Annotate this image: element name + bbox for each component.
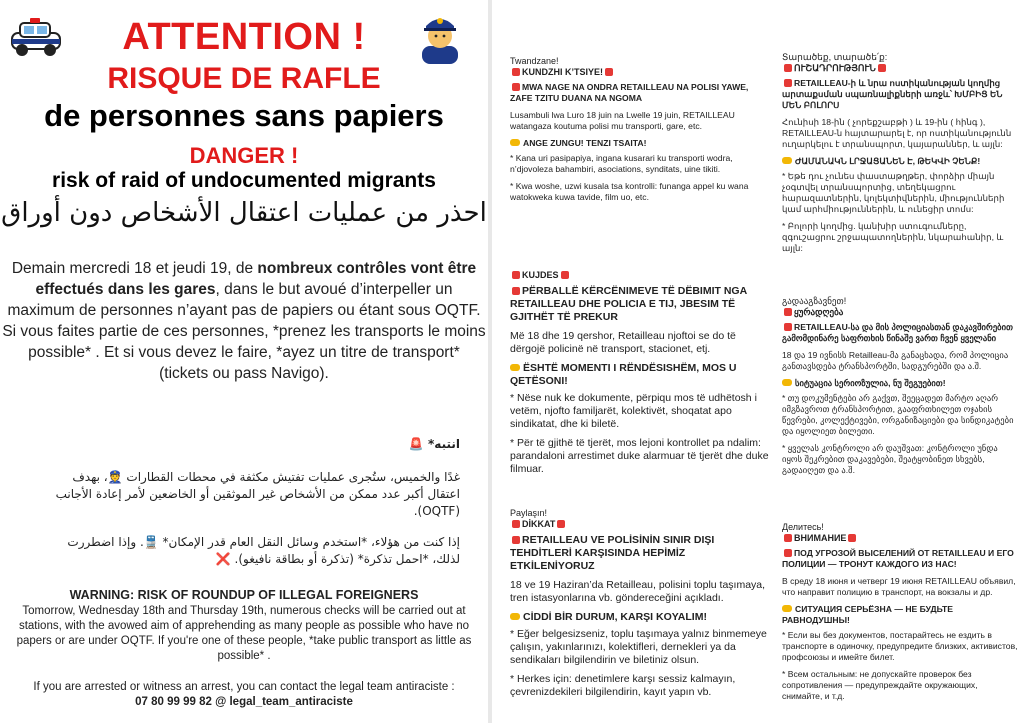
russian-b1: * Если вы без документов, постарайтесь не ездить в транспорте в одиночку, предупредите близких, активистов, профсоюзы и имейте билет. [782,630,1018,662]
armenian-b1: * Եթե դու չունես փաստաթղթեր, փորձիր միայն չօգտվել տրանսպորտից, տեղեկացրու հարազատներին, կոլեկտիվներին, միությունների կամ արհմիություններին, և ունեցիր տոմս: [782,171,1005,214]
pointing-hand-icon [782,157,792,164]
lingala-warn: MWA NAGE NA ONDRA RETAILLEAU NA POLISI YAWE, ZAFE TZITU DUANA NA NGOMA [510,82,749,103]
russian-sub: СИТУАЦИЯ СЕРЬЁЗНА — НЕ БУДЬТЕ РАВНОДУШНЫ! [782,604,953,625]
turkish-p1: 18 ve 19 Haziran’da Retailleau, polisini toplu taşımaya, tren istasyonlarına vb. göndereceğini açıkladı. [510,579,766,604]
lingala-b1: * Kana uri pasipapiya, ingana kusarari ku transporti wodra, n’djovoleza bahambiri, asociations, synditats, uine tikiti. [510,153,733,174]
pointing-hand-icon [782,605,792,612]
georgian-sub: სიტუაცია სერიოზულია, ნუ შეგუებით! [795,378,946,388]
exclamation-icon [784,79,792,87]
siren-icon [784,534,792,542]
russian-warn: ПОД УГРОЗОЙ ВЫСЕЛЕНИЙ ОТ RETAILLEAU И ЕГО ПОЛИЦИИ — ТРОНУТ КАЖДОГО ИЗ НАС! [782,548,1014,569]
russian-section [782,522,1018,720]
russian-label: Делитесь! [782,522,824,532]
turkish-b2: * Herkes için: denetimlere karşı sessiz kalmayın, çevrenizdekileri bilgilendirin, kayıt yapın vb. [510,673,736,698]
lingala-heading: KUNDZHI K’TSIYE! [522,67,603,77]
arabic-title: احذر من عمليات اعتقال الأشخاص دون أوراق [1,198,487,228]
albanian-warn: PËRBALLË KËRCËNIMEVE TË DËBIMIT NGA RETAILLEAU DHE POLICIA E TIJ, JBESIM TË GJITHËT TË PREKUR [510,285,747,323]
georgian-b1: * თუ დოკუმენტები არ გაქვთ, შეეცადეთ მარტო აღარ იმგზავროთ ტრანსპორტით, გააფრთხილეთ ოჯახის წევრები, კოლექტივები, ორგანიზაციები და სინდიკატები და იყოლიეთ ბილეთი. [782,393,1014,436]
sans-papiers-title: de personnes sans papiers [44,98,444,133]
english-warning [0,588,488,664]
warning-title: WARNING: RISK OF ROUNDUP OF ILLEGAL FOREIGNERS [69,588,419,602]
turkish-label: Paylaşın! [510,508,548,518]
turkish-section [510,508,772,720]
lingala-b2: * Kwa woshe, uzwi kusala tsa kontrolli: funanga appel ku wana watokweka kuwa tavide, film uo, etc. [510,181,749,202]
russian-p1: В среду 18 июня и четверг 19 июня RETAILLEAU объявил, что направит полицию в транспорт, на вокзалы и др. [782,576,1016,597]
french-poster [0,0,488,723]
turkish-warn: RETAILLEAU VE POLİSİNİN SINIR DIŞI TEHDİTLERİ KARŞISINDA HEPİMİZ ETKİLENİYORUZ [510,534,715,572]
arabic-attention-label: انتبه* 🚨 [408,437,460,451]
georgian-heading: ყურადღება [794,307,844,317]
warning-text: Tomorrow, Wednesday 18th and Thursday 19th, numerous checks will be carried out at stations, with the avowed aim of apprehending as many people as possible who have no papers or are under OQTF. If you're one of these people, *take public transport as little as possible* . [16,605,472,662]
georgian-section [782,296,1018,508]
siren-icon [605,68,613,76]
fr-text-1: Demain mercredi 18 et jeudi 19, de [11,260,254,277]
exclamation-icon [512,83,520,91]
attention-title: ATTENTION ! [122,16,366,58]
pointing-hand-icon [510,613,520,620]
exclamation-icon [784,549,792,557]
legal-contact [0,680,488,710]
pointing-hand-icon [510,139,520,146]
french-paragraph [2,258,486,384]
albanian-section [510,270,772,494]
siren-icon [561,271,569,279]
russian-b2: * Всем остальным: не допускайте проверок без сопротивления — предупреждайте окружающих, снимайте, и т.д. [782,669,978,701]
armenian-heading: ՈՒՇԱԴՐՈՒԹՅՈՒՆ [794,63,876,73]
siren-icon [784,64,792,72]
siren-icon [512,271,520,279]
contact-number: 07 80 99 99 82 @ legal_team_antiraciste [135,696,353,708]
siren-icon [512,520,520,528]
armenian-section [782,52,1018,264]
pointing-hand-icon [510,364,520,371]
turkish-b1: * Eğer belgesizseniz, toplu taşımaya yalnız binmemeye çalışın, yakınlarınızı, kolektifleri, dernekleri ya da sendikaları bilgilendirin ve biletiniz olsun. [510,628,767,666]
pointing-hand-icon [782,379,792,386]
exclamation-icon [784,323,792,331]
arabic-text-1: غدًا والخميس، ستُجرى عمليات تفتيش مكثفة في محطات القطارات 👮، بهدف اعتقال أكبر عدد ممكن من الأشخاص غير الموثقين أو الخاضعين لأمر إعادة الأجانب (OQTF). [55,470,460,518]
armenian-sub: ԺԱՄԱՆԱԿՆ ԼՐՋԱՑԱՆԵՆ Է, ԹԵԿՎԻ ՉԵՆՔ! [795,156,981,166]
siren-icon [784,308,792,316]
turkish-heading: DİKKAT [522,519,556,529]
georgian-label: გადააგზავნეთ! [782,296,847,306]
lingala-p1: Lusambuli lwa Luro 18 juin na Lwelle 19 juin, RETAILLEAU watangaza koutuma polisi mu transporti, gare, etc. [510,110,735,131]
arabic-text-2: إذا كنت من هؤلاء، *استخدم وسائل النقل العام قدر الإمكان* 🚆. وإذا اضطررت لذلك، *احمل تذكرة* (تذكرة أو بطاقة نافيغو). ❌ [67,535,460,566]
albanian-heading: KUJDES [522,270,559,280]
turkish-sub: CİDDİ BİR DURUM, KARŞI KOYALIM! [523,611,707,623]
rafle-title: RISQUE DE RAFLE [107,62,381,95]
danger-title: DANGER ! [189,143,299,168]
fr-text-3: Si vous faites partie de ces personnes, *prenez les transports le moins possible* . Et si vous devez le faire, *ayez un titre de transport* (tickets ou pass Navigo). [2,323,486,382]
georgian-warn: RETAILLEAU-სა და მის პოლიციასთან დაკავშირებით გამომდინარე საფრთხის წინაშე ვართ ჩვენ ყველანი [782,322,1013,343]
siren-icon [878,64,886,72]
georgian-p1: 18 და 19 ივნისს Retailleau-მა განაცხადა, რომ პოლიცია განთავსდება ტრანსპორტში, სადგურებში და ა.შ. [782,350,1009,371]
russian-heading: ВНИМАНИЕ [794,533,847,543]
siren-icon [512,68,520,76]
albanian-p1: Më 18 dhe 19 qershor, Retailleau njoftoi se do të dërgojë policinë në transport, stacionet, etj. [510,330,736,355]
armenian-warn: RETAILLEAU-ի և նրա ոստիկանության կողմից արտաքսման սպառնալիքների առջև՝ ԽՄԲԻՑ ԵՆ ՄԵՆ ԲՈԼՈՐՍ [782,78,1003,110]
fr-text-2: , dans le but avoué d’interpeller un maximum de personnes n’ayant pas de papiers ou étant sous OQTF. [7,281,481,319]
lingala-sub: ANGE ZUNGU! TENZI TSAITA! [523,138,647,148]
georgian-b2: * ყველას კონტროლი არ დაუშვათ: კონტროლი უნდა იყოს შეკრებით დაკავებები, შეატყობინეთ სხვებს, გადაიღეთ და ა.შ. [782,443,998,475]
siren-icon [848,534,856,542]
fr-text-bold: nombreux contrôles vont être effectués dans les gares [35,260,477,298]
exclamation-icon [512,287,520,295]
lingala-label: Twandzane! [510,56,559,66]
albanian-b1: * Nëse nuk ke dokumente, përpiqu mos të udhëtosh i vetëm, njofto familjarët, kolektivët, shoqatat apo sindikatat, dhe ki biletë. [510,392,757,430]
albanian-b2: * Për të gjithë të tjerët, mos lejoni kontrollet pa ndalim: parandaloni arrestimet duke alarmuar të tjerët dhe duke filmuar. [510,437,769,475]
albanian-sub: ËSHTË MOMENTI I RËNDËSISHËM, MOS U QETËSONI! [510,362,737,387]
lingala-section [510,56,772,256]
raid-english-title: risk of raid of undocumented migrants [52,169,436,192]
page-divider [488,0,492,723]
exclamation-icon [512,536,520,544]
contact-text: If you are arrested or witness an arrest, you can contact the legal team antiraciste : [33,681,455,693]
arabic-paragraph [40,436,460,568]
armenian-label: Տարածեք, տարածե՛ք: [782,52,888,62]
siren-icon [557,520,565,528]
armenian-b2: * Բոլորի կողմից. կանխիր ստուգումները, զգուշացրու շրջապատողներին, նկարահանիր, և այլն: [782,221,1004,253]
armenian-p1: Հունիսի 18-ին ( չորեքշաբթի ) և 19-ին ( հինգ ), RETAILLEAU-ն հայտարարել է, որ ոստիկանությունն ուղարկելու է տրանսպորտ, կայարաններ, և այլն: [782,117,1012,149]
